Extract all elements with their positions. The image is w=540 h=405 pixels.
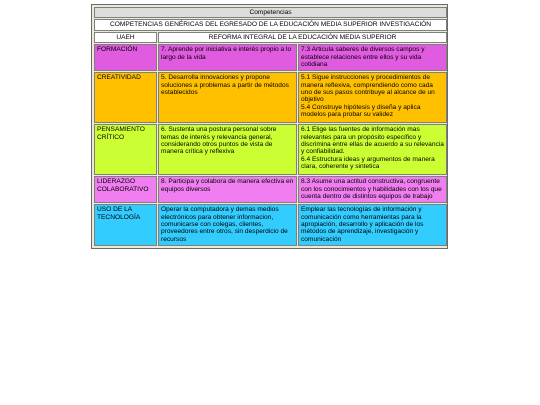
uaeh-cell: [158, 72, 297, 123]
riems-cell: [298, 124, 447, 175]
uaeh-cell: [158, 204, 297, 246]
riems-text: 6.4 Estructura ideas y argumentos de manera clara, coherente y sintetica: [301, 155, 435, 171]
table-row: [94, 204, 447, 246]
competency-label: FORMACIÓN: [94, 44, 157, 71]
table-row: [94, 124, 447, 175]
uaeh-cell: [158, 44, 297, 71]
uaeh-text: 7. Aprende por iniciativa e interés propio a lo largo de la vida: [161, 46, 292, 61]
riems-cell: [298, 72, 447, 123]
table-title-row: [94, 7, 447, 18]
riems-cell: [298, 44, 447, 71]
uaeh-cell: [158, 124, 297, 175]
riems-text: 7.3 Articula saberes de diversos campos y establece relaciones entre ellos y su vida cotidiana: [301, 46, 425, 69]
table-header-row: [94, 32, 447, 43]
table-row: [94, 72, 447, 123]
uaeh-text: 6. Sustenta una postura personal sobre temas de interés y relevancia general, considerando otros puntos de vista de manera crítica y reflexiva: [161, 126, 277, 156]
riems-text: 6.1 Elige las fuentes de información mas relevantes para un propósito específico y discrimina entre ellas de acuerdo a su relevancia y confiabilidad.: [301, 126, 444, 156]
competency-label: CREATIVIDAD: [94, 72, 157, 123]
header-uaeh: UAEH: [94, 32, 157, 43]
competency-label: LIDERAZGO COLABORATIVO: [94, 176, 157, 203]
table-row: [94, 176, 447, 203]
riems-text: Emplear las tecnologías de información y comunicación como herramientas para la apropiación, desarrollo y aplicación de los métodos de aprendizaje, investigación y comunicación: [301, 206, 424, 243]
table-subtitle: COMPETENCIAS GENÉRICAS DEL EGRESADO DE LA EDUCACIÓN MEDIA SUPERIOR INVESTIGACIÓN: [94, 19, 447, 30]
riems-cell: [298, 204, 447, 246]
competency-label: USO DE LA TECNOLOGÍA: [94, 204, 157, 246]
riems-text: 8.3 Asume una actitud constructiva, congruente con los conocimientos y habilidades con los que cuenta dentro de distintos equipos de trabajo: [301, 178, 442, 201]
riems-text: 5.4 Construye hipótesis y diseña y aplica modelos para probar su validez: [301, 103, 421, 119]
table-row: [94, 44, 447, 71]
uaeh-text: Operar la computadora y demas medios electrónicos para obtener informacion, comunicarse con colegas, clientes, proveedores entre otros, sin desperdicio de recursos: [161, 206, 288, 243]
riems-cell: [298, 176, 447, 203]
table-title: Competencias: [94, 7, 447, 18]
header-riems: REFORMA INTEGRAL DE LA EDUCACIÓN MEDIA SUPERIOR: [158, 32, 447, 43]
competency-label: PENSAMIENTO CRÍTICO: [94, 124, 157, 175]
competencias-table-frame: [91, 4, 448, 249]
competencias-table: [93, 6, 448, 247]
riems-text: 5.1 Sigue instrucciones y procedimientos de manera reflexiva, comprendiendo como cada uno de sus pasos contribuye al alcance de un objetivo: [301, 74, 435, 104]
uaeh-text: 8. Participa y colabora de manera efectiva en equipos diversos: [161, 178, 294, 193]
uaeh-cell: [158, 176, 297, 203]
uaeh-text: 5. Desarrolla innovaciones y propone soluciones a problemas a partir de métodos establecidos: [161, 74, 289, 97]
table-subtitle-row: [94, 19, 447, 30]
